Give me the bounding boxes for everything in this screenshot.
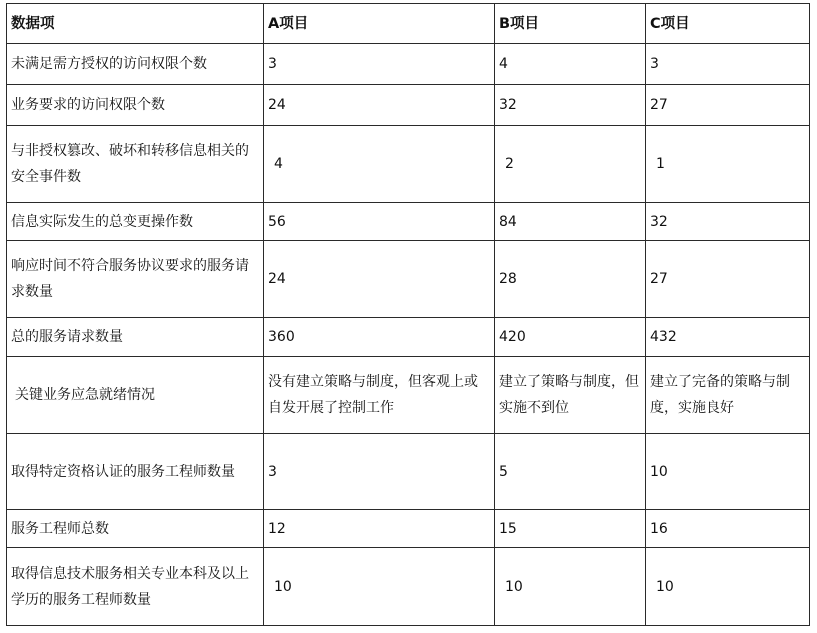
cell-project-c: 10 bbox=[646, 548, 810, 626]
table-row bbox=[7, 126, 810, 203]
header-project-b: B项目 bbox=[495, 4, 646, 44]
cell-project-c: 16 bbox=[646, 510, 810, 548]
cell-project-c: 10 bbox=[646, 434, 810, 510]
table-row bbox=[7, 85, 810, 126]
cell-project-a: 24 bbox=[264, 241, 495, 318]
cell-project-a: 360 bbox=[264, 318, 495, 357]
table-row bbox=[7, 510, 810, 548]
row-item-label: 取得信息技术服务相关专业本科及以上学历的服务工程师数量 bbox=[7, 548, 264, 626]
cell-project-c: 432 bbox=[646, 318, 810, 357]
row-item-label: 信息实际发生的总变更操作数 bbox=[7, 203, 264, 241]
table-row bbox=[7, 434, 810, 510]
header-data-item: 数据项 bbox=[7, 4, 264, 44]
cell-project-b: 28 bbox=[495, 241, 646, 318]
table-row bbox=[7, 203, 810, 241]
cell-project-c: 3 bbox=[646, 44, 810, 85]
row-item-label: 业务要求的访问权限个数 bbox=[7, 85, 264, 126]
table-row bbox=[7, 548, 810, 626]
cell-project-c: 27 bbox=[646, 241, 810, 318]
cell-project-b: 2 bbox=[495, 126, 646, 203]
cell-project-b: 420 bbox=[495, 318, 646, 357]
row-item-label: 响应时间不符合服务协议要求的服务请求数量 bbox=[7, 241, 264, 318]
cell-project-b: 10 bbox=[495, 548, 646, 626]
cell-project-a: 10 bbox=[264, 548, 495, 626]
cell-project-b: 4 bbox=[495, 44, 646, 85]
cell-project-c: 32 bbox=[646, 203, 810, 241]
cell-project-b: 15 bbox=[495, 510, 646, 548]
cell-project-c: 1 bbox=[646, 126, 810, 203]
cell-project-a: 3 bbox=[264, 434, 495, 510]
cell-project-c: 27 bbox=[646, 85, 810, 126]
row-item-label: 未满足需方授权的访问权限个数 bbox=[7, 44, 264, 85]
table-row bbox=[7, 318, 810, 357]
cell-project-a: 12 bbox=[264, 510, 495, 548]
header-project-c: C项目 bbox=[646, 4, 810, 44]
cell-project-a: 24 bbox=[264, 85, 495, 126]
cell-project-b: 84 bbox=[495, 203, 646, 241]
row-item-label: 服务工程师总数 bbox=[7, 510, 264, 548]
row-item-label: 取得特定资格认证的服务工程师数量 bbox=[7, 434, 264, 510]
data-table bbox=[6, 3, 810, 626]
header-project-a: A项目 bbox=[264, 4, 495, 44]
row-item-label: 总的服务请求数量 bbox=[7, 318, 264, 357]
cell-project-a: 56 bbox=[264, 203, 495, 241]
cell-project-c: 建立了完备的策略与制度，实施良好 bbox=[646, 357, 810, 434]
cell-project-a: 3 bbox=[264, 44, 495, 85]
cell-project-a: 4 bbox=[264, 126, 495, 203]
table-row bbox=[7, 241, 810, 318]
cell-project-b: 建立了策略与制度，但实施不到位 bbox=[495, 357, 646, 434]
cell-project-a: 没有建立策略与制度，但客观上或自发开展了控制工作 bbox=[264, 357, 495, 434]
row-item-label: 关键业务应急就绪情况 bbox=[7, 357, 264, 434]
table-row bbox=[7, 44, 810, 85]
table-row bbox=[7, 357, 810, 434]
header-row bbox=[7, 4, 810, 44]
cell-project-b: 5 bbox=[495, 434, 646, 510]
cell-project-b: 32 bbox=[495, 85, 646, 126]
row-item-label: 与非授权篡改、破坏和转移信息相关的安全事件数 bbox=[7, 126, 264, 203]
